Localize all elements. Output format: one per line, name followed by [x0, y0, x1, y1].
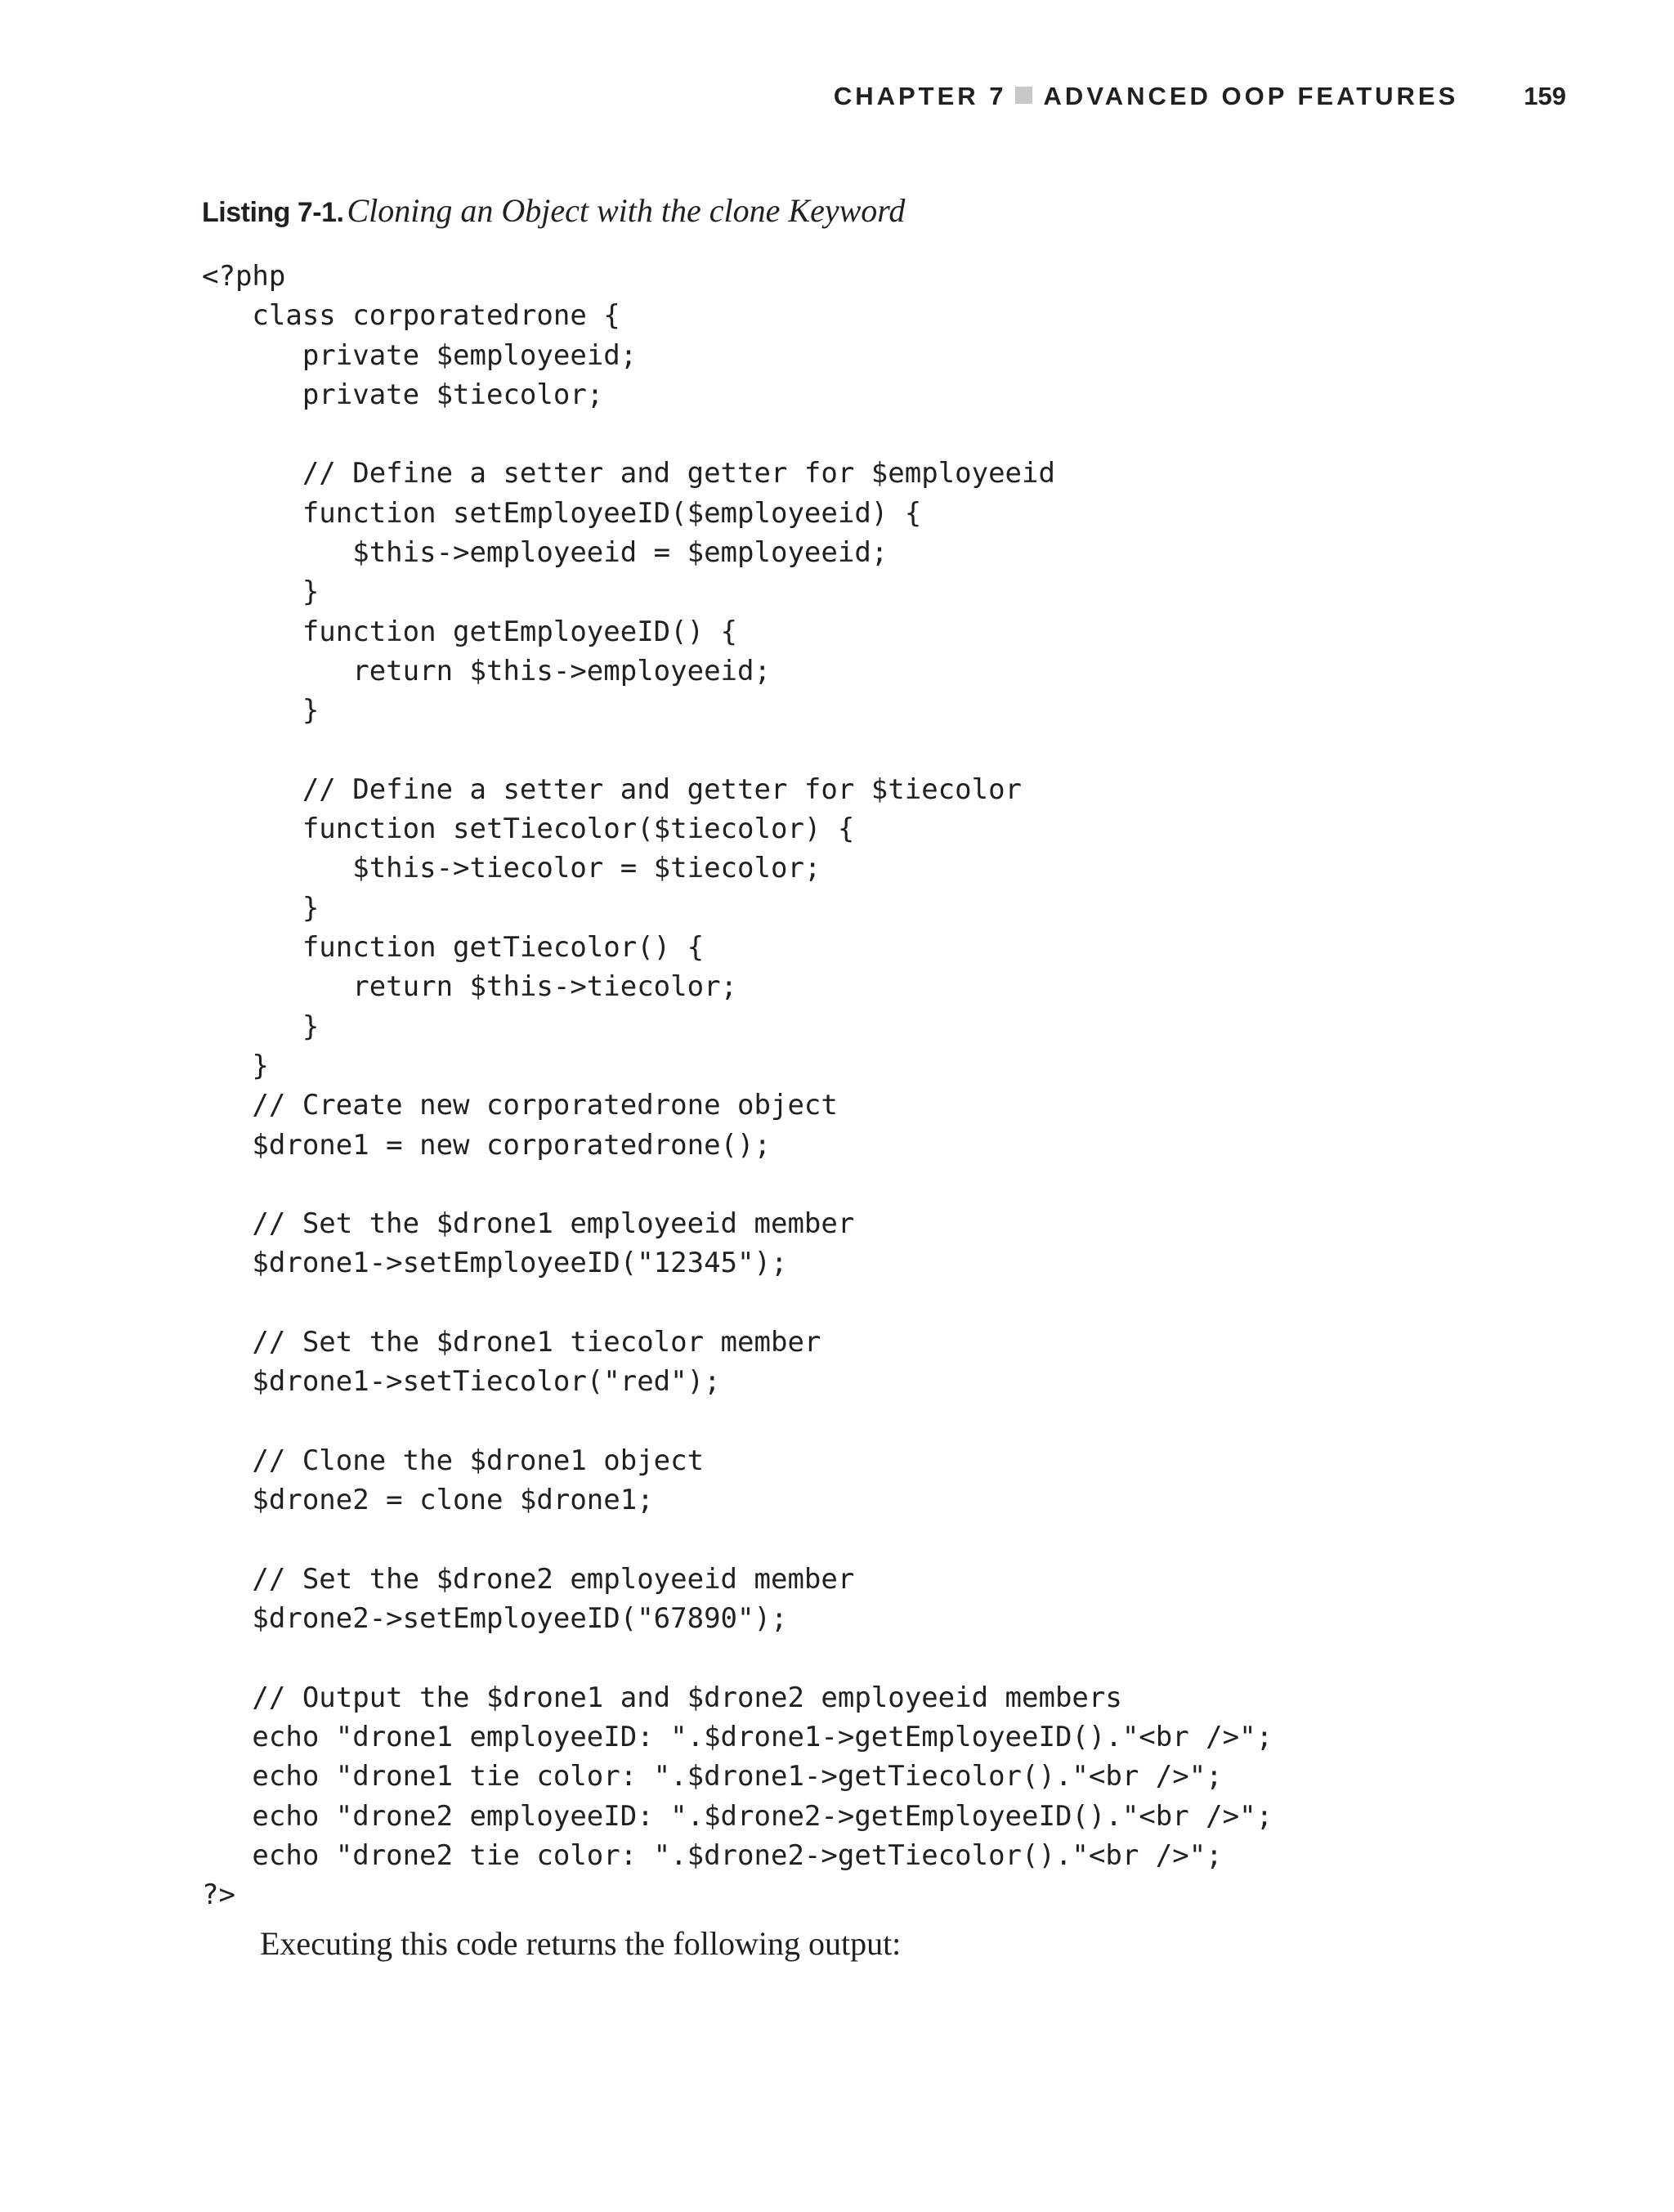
code-line: function setTiecolor($tiecolor) {: [202, 813, 855, 846]
code-line: $drone1 = new corporatedrone();: [202, 1128, 771, 1162]
code-line: ?>: [202, 1878, 235, 1912]
code-line: [202, 1402, 1273, 1441]
code-line: echo "drone1 employeeID: ".$drone1->getEmployeeID()."<br />";: [202, 1720, 1273, 1753]
listing-caption: [202, 191, 905, 230]
code-line: [202, 1638, 1273, 1677]
code-line: private $employeeid;: [202, 338, 638, 372]
code-line: [202, 731, 1273, 770]
listing-label: Listing 7-1.: [202, 197, 344, 228]
code-line: }: [202, 575, 320, 609]
section-title: ADVANCED OOP FEATURES: [1043, 82, 1459, 110]
code-line: // Define a setter and getter for $tiecolor: [202, 772, 1023, 806]
code-line: }: [202, 694, 320, 728]
code-line: $drone1->setEmployeeID("12345");: [202, 1247, 788, 1280]
code-line: // Define a setter and getter for $employeeid: [202, 457, 1055, 490]
body-paragraph: Executing this code returns the following output:: [260, 1925, 902, 1962]
code-line: // Clone the $drone1 object: [202, 1444, 705, 1477]
code-line: $drone2->setEmployeeID("67890");: [202, 1602, 788, 1636]
code-line: [202, 414, 1273, 454]
code-line: echo "drone2 tie color: ".$drone2->getTiecolor()."<br />";: [202, 1838, 1223, 1872]
code-line: }: [202, 1049, 269, 1082]
code-line: $drone2 = clone $drone1;: [202, 1484, 654, 1517]
code-line: [202, 1520, 1273, 1560]
code-line: // Set the $drone2 employeeid member: [202, 1562, 855, 1596]
square-separator-icon: [1015, 87, 1032, 104]
code-line: }: [202, 891, 320, 925]
code-line: return $this->employeeid;: [202, 654, 771, 687]
code-line: [202, 1165, 1273, 1204]
code-line: $this->tiecolor = $tiecolor;: [202, 852, 821, 885]
code-line: [202, 1283, 1273, 1323]
code-line: <?php: [202, 260, 286, 293]
chapter-label: CHAPTER 7: [833, 82, 1007, 110]
code-line: // Output the $drone1 and $drone2 employeeid members: [202, 1681, 1122, 1714]
code-line: echo "drone2 employeeID: ".$drone2->getEmployeeID()."<br />";: [202, 1799, 1273, 1833]
code-line: echo "drone1 tie color: ".$drone1->getTiecolor()."<br />";: [202, 1760, 1223, 1793]
code-line: }: [202, 1010, 320, 1043]
code-line: $drone1->setTiecolor("red");: [202, 1365, 721, 1399]
code-line: class corporatedrone {: [202, 299, 620, 333]
running-head: [0, 82, 1566, 111]
code-line: // Set the $drone1 tiecolor member: [202, 1326, 821, 1359]
code-line: function getTiecolor() {: [202, 931, 705, 965]
page-number: 159: [1524, 82, 1566, 110]
code-line: $this->employeeid = $employeeid;: [202, 536, 888, 570]
code-line: function getEmployeeID() {: [202, 615, 738, 648]
code-line: // Set the $drone1 employeeid member: [202, 1207, 855, 1241]
code-line: // Create new corporatedrone object: [202, 1089, 838, 1122]
code-line: function setEmployeeID($employeeid) {: [202, 496, 922, 530]
code-listing: [202, 257, 1273, 1914]
code-line: private $tiecolor;: [202, 378, 604, 411]
listing-title: Cloning an Object with the clone Keyword: [347, 192, 906, 229]
code-line: return $this->tiecolor;: [202, 970, 738, 1004]
